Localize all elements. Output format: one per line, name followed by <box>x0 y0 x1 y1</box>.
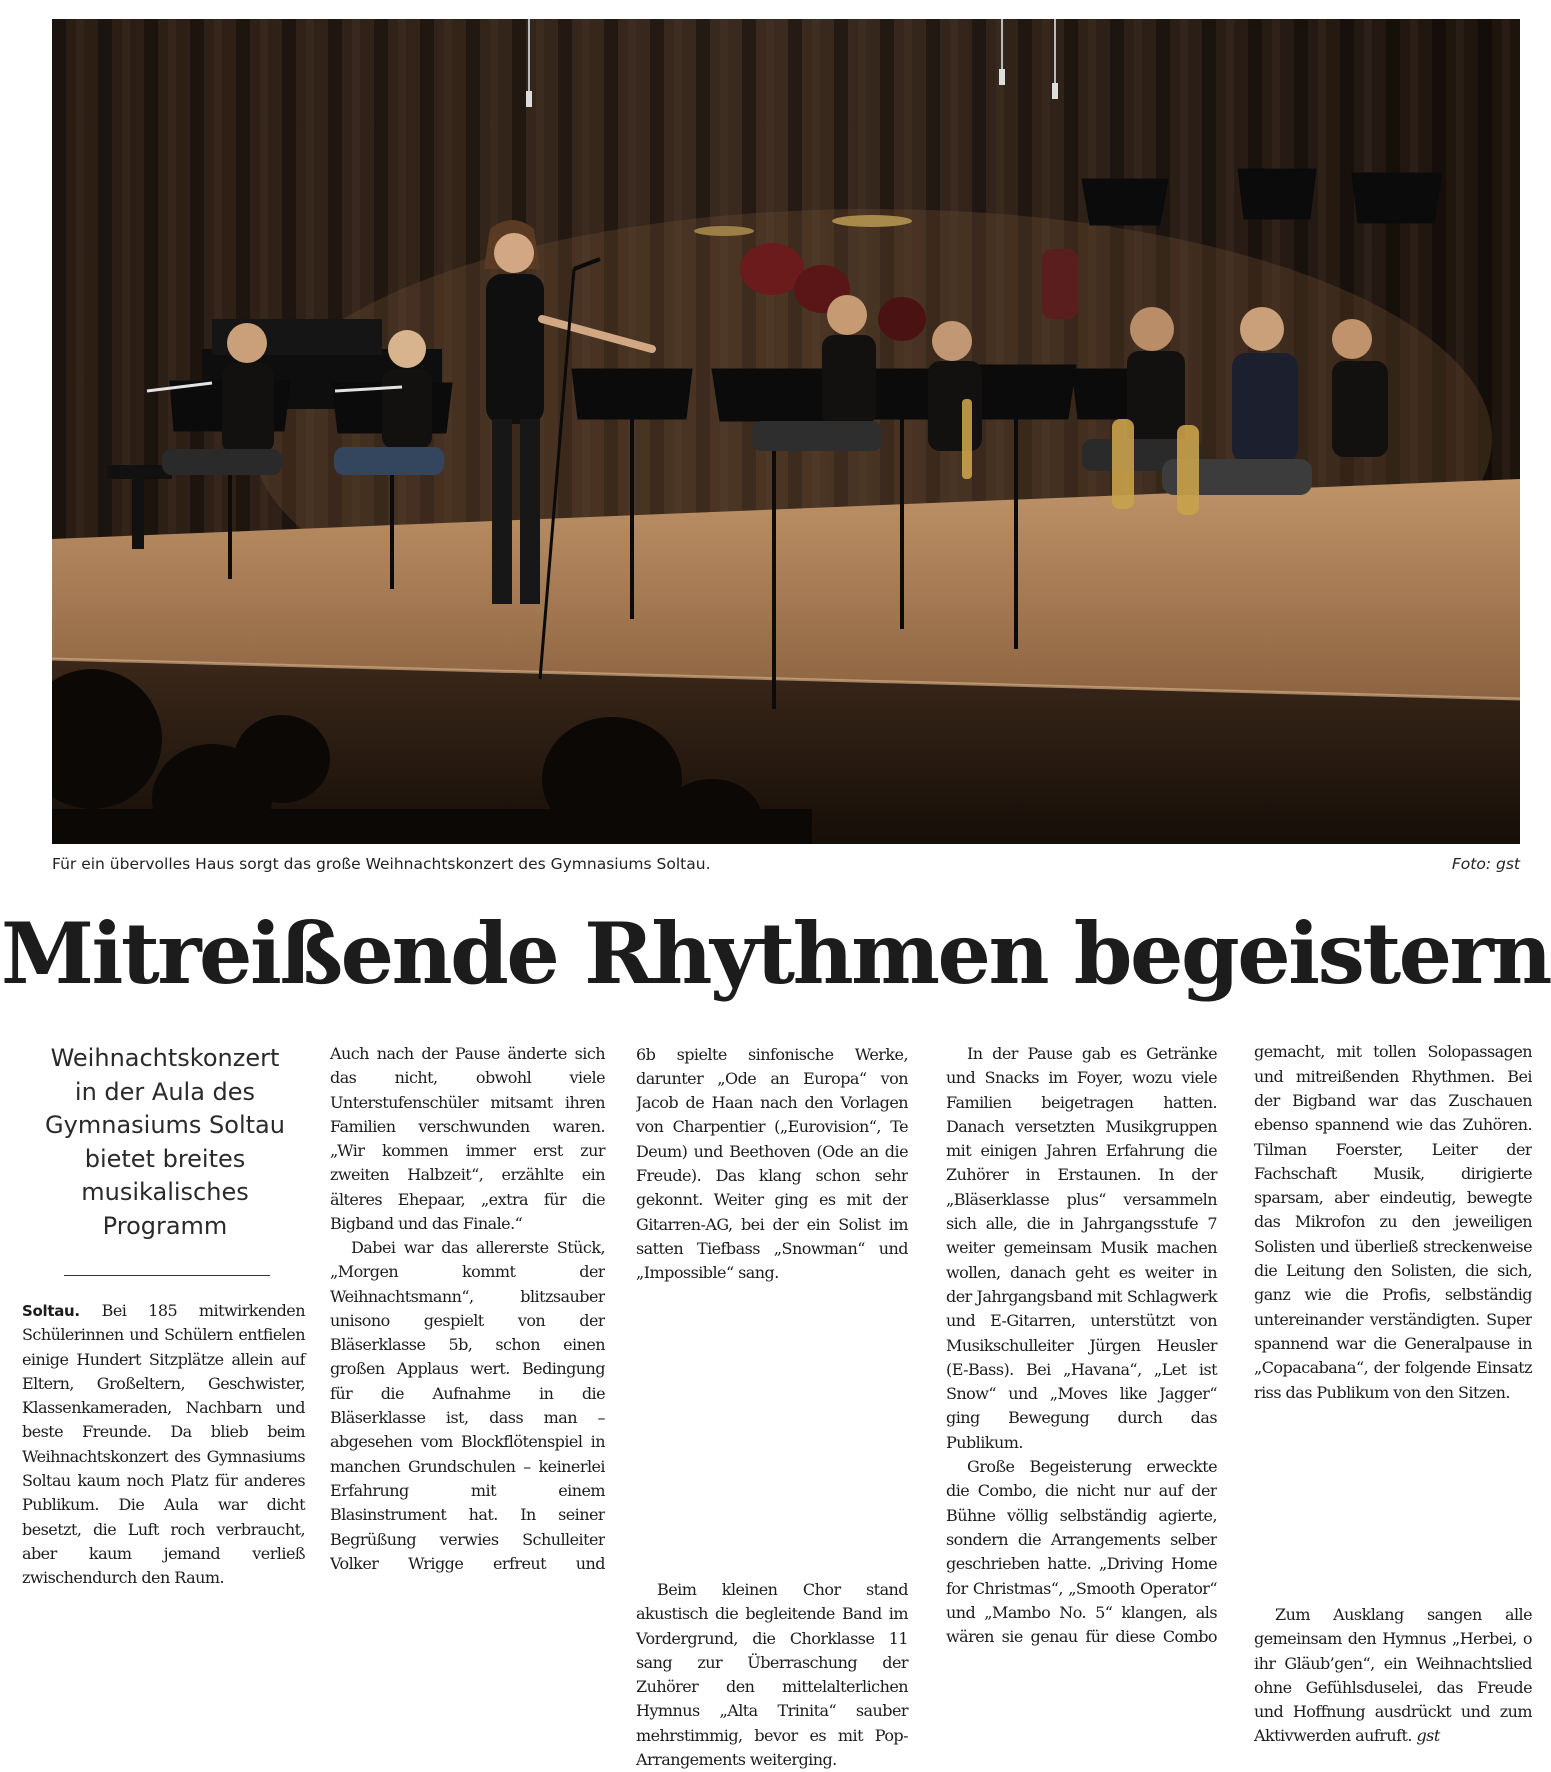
paragraph-4: Beim kleinen Chor stand akustisch die begleitende Band im Vordergrund, die Chorklasse 11 sang zur Überraschung der Zuhörer den mittelalterlichen Hymnus „Alta Trinita“ sauber mehrstimmig, bevor es mit Pop-Arrangements weiterging. <box>636 1580 908 1770</box>
paragraph-3-tail <box>636 1042 908 1286</box>
paragraph-1 <box>22 1299 305 1591</box>
subheadline: Weihnachtskonzert in der Aula des Gymnasiums Soltau bietet breites musikalisches Programm <box>45 1044 285 1240</box>
concert-stage-illustration <box>52 19 1520 844</box>
paragraph-6-head <box>946 1455 1217 1651</box>
headline: Mitreißende Rhythmen begeistern <box>1 904 1550 1003</box>
paragraph-7-text: Zum Ausklang sangen alle gemeinsam den Hymnus „Herbei, o ihr Gläub’gen“, ein Weihnachtslied ohne Gefühlsduselei, das Freude und Hoffnung ausdrückt und zum Aktivwerden aufruft. <box>1254 1605 1532 1746</box>
concert-photo <box>52 19 1520 844</box>
article-column-3 <box>636 1042 908 1772</box>
paragraph-3-text: 6b spielte sinfonische Werke, darunter „Ode an Europa“ von Jacob de Haan nach den Vorlagen von Charpentier („Eurovision“, Te Deum) und Beethoven (Ode an die Freude). Das klang schon sehr gekonnt. Weiter ging es mit der Gitarren-AG, bei der ein Solist im satten Tiefbass „Snowman“ und „Impossible“ sang. <box>636 1044 908 1283</box>
article-column-1 <box>22 1299 305 1591</box>
paragraph-1-text: Bei 185 mitwirkenden Schülerinnen und Schülern entfielen einige Hundert Sitzplätze allein auf Eltern, Großeltern, Geschwister, Klassenkameraden, Nachbarn und beste Freunde. Da blieb beim Weihnachtskonzert des Gymnasiums Soltau kaum noch Platz für anderes Publikum. Die Aula war dicht besetzt, die Luft roch verbraucht, aber kaum jemand verließ zwischendurch den Raum. <box>22 1301 305 1588</box>
paragraph-3: Dabei war das allererste Stück, „Morgen kommt der Weihnachtsmann“, blitzsauber unisono gespielt von der Bläserklasse 5b, schon einen großen Applaus wert. Bedingung für die Aufnahme in die Bläserklasse ist, dass man – abgesehen vom Blockflötenspiel in manchen Grundschulen – keinerlei Erfahrung mit einem Blasinstrument hat. In seiner Begrüßung verwies Schulleiter Volker Wrigge erfreut und <box>330 1238 605 1573</box>
photo-credit: Foto: gst <box>1451 855 1520 873</box>
paragraph-6-tail <box>1254 1042 1532 1405</box>
paragraph-3-continued <box>636 1042 908 1578</box>
paragraph-6-text: gemacht, mit tollen Solopassagen und mitreißenden Rhythmen. Bei der Bigband war das Zuschauen ebenso spannend wie das Zuhören. Tilman Foerster, Leiter der Fachschaft Musik, dirigierte sparsam, aber eindeutig, bewegte das Mikrofon zu den jeweiligen Solisten und überließ streckenweise die Leitung den Solisten, die sich, ganz wie die Profis, selbständig untereinander verständigten. Super spannend war die Generalpause in „Copacabana“, der folgende Einsatz riss das Publikum von den Sitzen. <box>1254 1042 1532 1402</box>
article-column-5 <box>1254 1042 1532 1749</box>
article-column-4 <box>946 1042 1217 1651</box>
author-initials: gst <box>1416 1726 1440 1746</box>
article-column-2 <box>330 1042 605 1573</box>
paragraph-6-continued <box>1254 1042 1532 1603</box>
photo-caption-row <box>52 852 1520 878</box>
dateline: Soltau. <box>22 1302 80 1320</box>
paragraph-6: Große Begeisterung erweckte die Combo, die nicht nur auf der Bühne völlig selbständig agierte, sondern die Arrangements selber geschrieben hatte. „Driving Home for Christmas“, „Smooth Operator“ und „Mambo No. 5“ klangen, als wären sie genau für diese Combo <box>946 1457 1217 1647</box>
photo-caption: Für ein übervolles Haus sorgt das große Weihnachtskonzert des Gymnasiums Soltau. <box>52 855 711 873</box>
paragraph-2: Auch nach der Pause änderte sich das nicht, obwohl viele Unterstufenschüler mitsamt ihren Familien verschwunden waren. „Wir kommen immer erst zur zweiten Halbzeit“, erzählte ein älteres Ehepaar, „extra für die Bigband und das Finale.“ <box>330 1044 605 1234</box>
paragraph-5: In der Pause gab es Getränke und Snacks im Foyer, wozu viele Familien beigetragen hatten. Danach versetzten Musikgruppen mit einigen Jahren Erfahrung die Zuhörer in Erstaunen. In der „Bläserklasse plus“ versammeln sich alle, die in Jahrgangsstufe 7 weiter gemeinsam Musik machen wollen, danach geht es weiter in der Jahrgangsband mit Schlagwerk und E-Gitarren, unterstützt von Musikschulleiter Jürgen Heusler (E-Bass). Bei „Havana“, „Let ist Snow“ und „Moves like Jagger“ ging Bewegung durch das Publikum. <box>946 1044 1217 1452</box>
paragraph-7 <box>1254 1603 1532 1749</box>
subhead-divider <box>64 1275 270 1276</box>
